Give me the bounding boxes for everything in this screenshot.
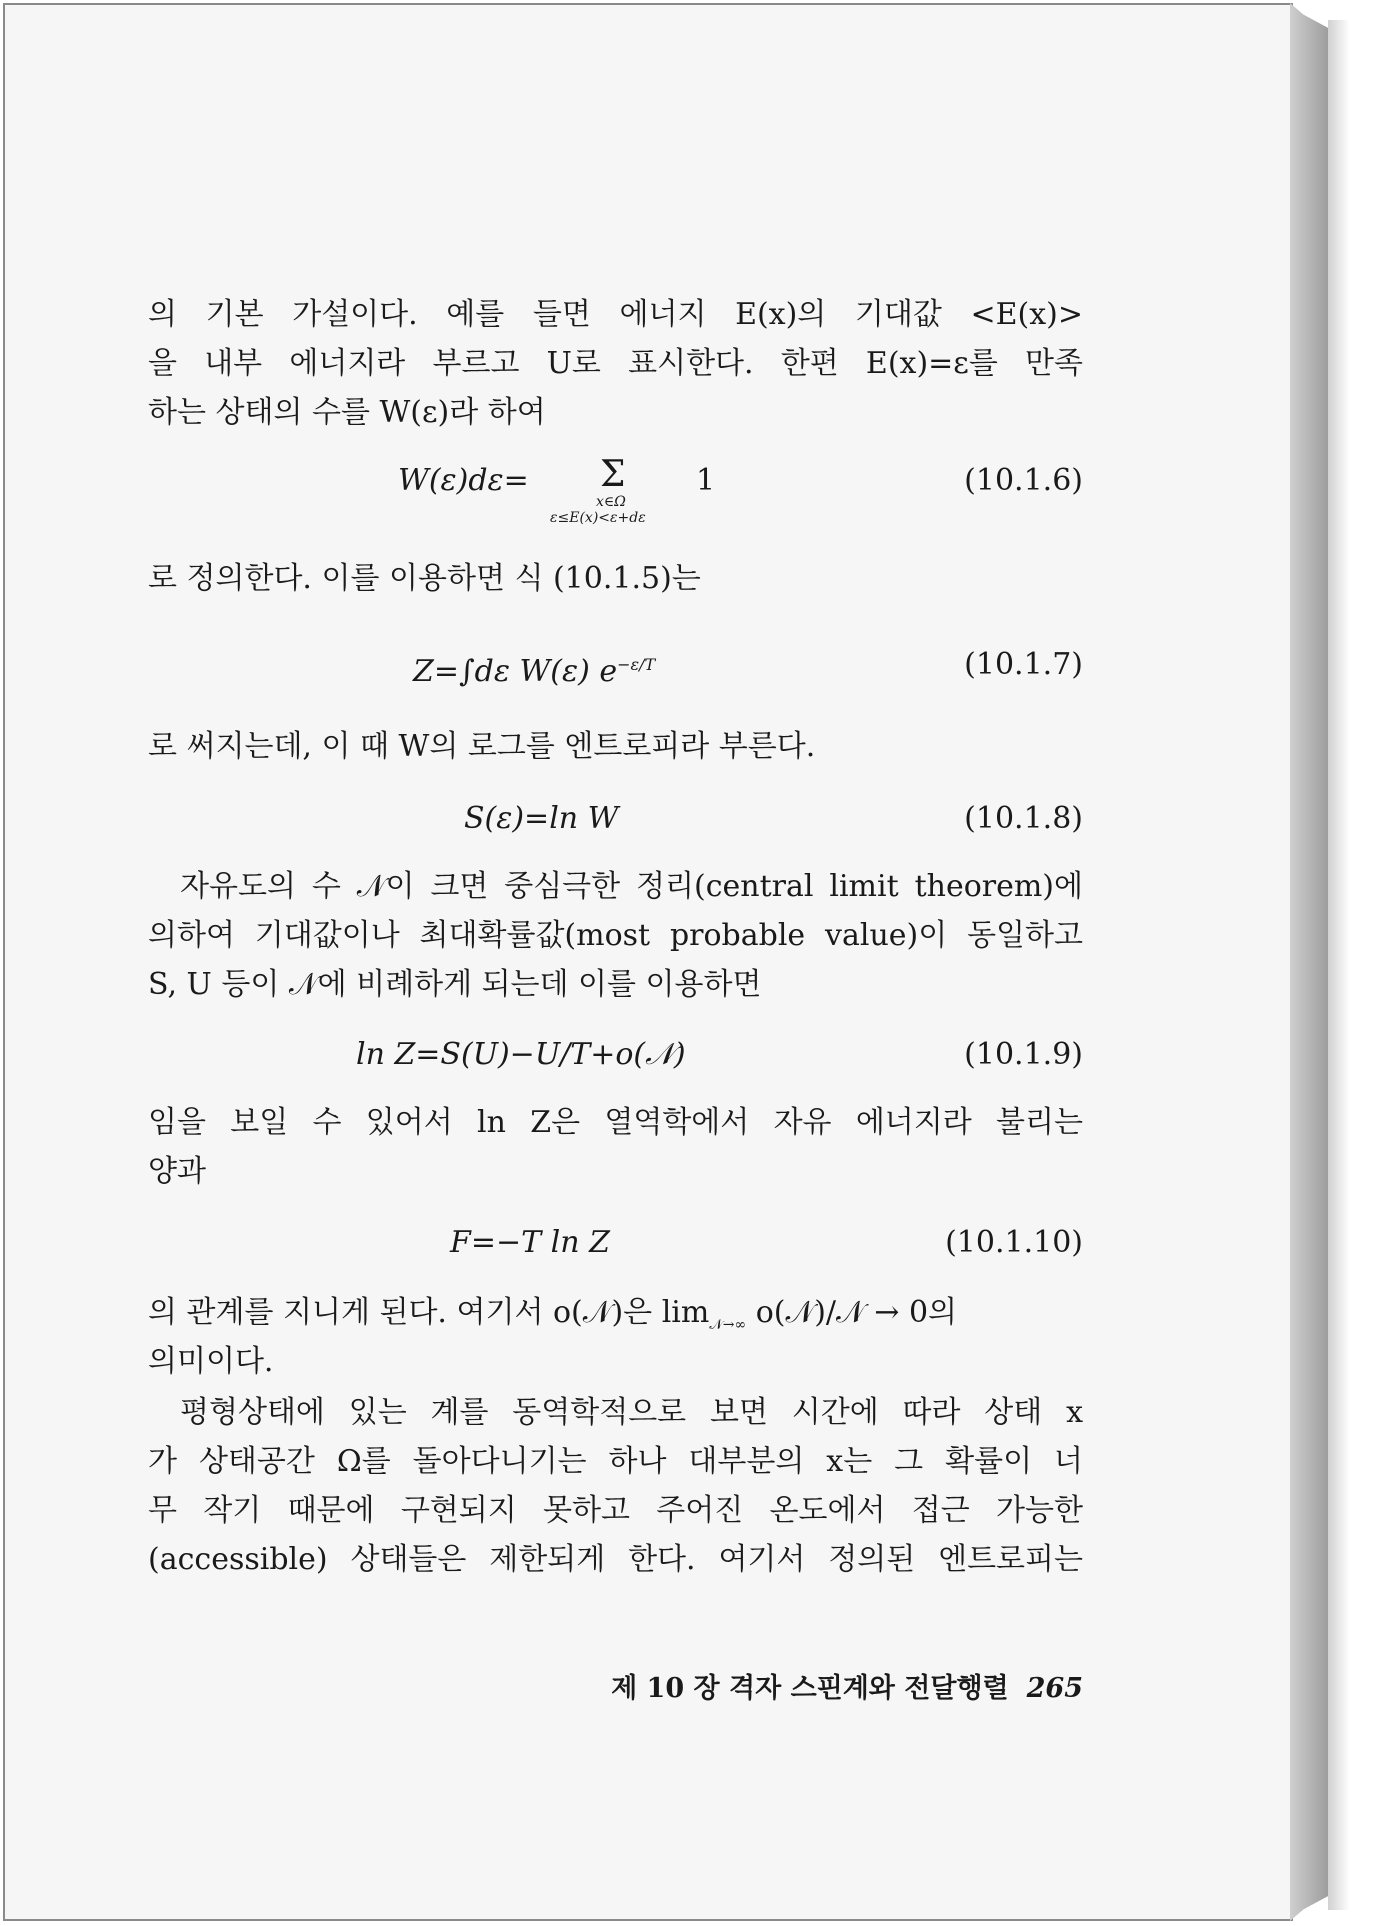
- equation-number: (10.1.10): [945, 1225, 1083, 1260]
- text-segment: o(𝒩)/𝒩 → 0의: [746, 1295, 958, 1330]
- equation-exponent: −ε/T: [617, 655, 656, 674]
- summation-subscript: x∈Ω: [596, 494, 626, 510]
- equation-number: (10.1.9): [964, 1037, 1083, 1072]
- equation-number: (10.1.8): [964, 801, 1083, 836]
- equation-number: (10.1.6): [964, 463, 1083, 498]
- text-line: 무 작기 때문에 구현되지 못하고 주어진 온도에서 접근 가능한: [148, 1493, 1083, 1528]
- summation-symbol: Σ: [600, 454, 626, 495]
- text-segment: 의 관계를 지니게 된다. 여기서 o(𝒩)은 lim: [148, 1295, 710, 1330]
- text-line: 임을 보일 수 있어서 ln Z은 열역학에서 자유 에너지라 불리는: [148, 1105, 1083, 1140]
- text-line: 의 기본 가설이다. 예를 들면 에너지 E(x)의 기대값 <E(x)>: [148, 297, 1083, 332]
- text-line: 평형상태에 있는 계를 동역학적으로 보면 시간에 따라 상태 x: [180, 1395, 1083, 1430]
- page-number: 265: [1026, 1673, 1083, 1704]
- equation-expression: S(ε)=ln W: [464, 801, 619, 836]
- page-footer: [600, 1672, 1083, 1706]
- equation-body: Z=∫dε W(ε) e: [413, 654, 618, 689]
- text-line: [148, 1294, 1083, 1344]
- equation-rhs: 1: [696, 463, 716, 498]
- page-edge: [1290, 3, 1328, 1921]
- text-line: 의미이다.: [148, 1344, 274, 1379]
- equation-number: (10.1.7): [964, 647, 1083, 682]
- text-line: 자유도의 수 𝒩이 크면 중심극한 정리(central limit theorem)에: [180, 869, 1083, 904]
- text-line: 로 정의한다. 이를 이용하면 식 (10.1.5)는: [148, 561, 701, 596]
- text-line: 로 써지는데, 이 때 W의 로그를 엔트로피라 부른다.: [148, 729, 816, 764]
- equation-10-1-9: [148, 1036, 1083, 1096]
- equation-expression: [413, 646, 655, 691]
- book-page: [3, 3, 1293, 1921]
- text-line: 양과: [148, 1154, 206, 1189]
- page-shadow: [1328, 20, 1350, 1910]
- equation-expression: F=−T ln Z: [450, 1225, 610, 1260]
- limit-subscript: 𝒩→∞: [709, 1317, 747, 1333]
- text-line: 가 상태공간 Ω를 돌아다니기는 하나 대부분의 x는 그 확률이 너: [148, 1444, 1083, 1479]
- equation-expression: ln Z=S(U)−U/T+o(𝒩): [356, 1037, 686, 1072]
- equation-lhs: W(ε)dε=: [398, 463, 529, 498]
- text-line: 을 내부 에너지라 부르고 U로 표시한다. 한편 E(x)=ε를 만족: [148, 346, 1083, 381]
- equation-10-1-6: [148, 454, 1083, 532]
- text-line: (accessible) 상태들은 제한되게 한다. 여기서 정의된 엔트로피는: [148, 1542, 1083, 1577]
- equation-10-1-8: [148, 800, 1083, 860]
- equation-10-1-7: [148, 646, 1083, 706]
- equation-10-1-10: [148, 1224, 1083, 1284]
- summation-subscript: ε≤E(x)<ε+dε: [550, 510, 646, 526]
- text-line: 의하여 기대값이나 최대확률값(most probable value)이 동일하고: [148, 918, 1083, 953]
- text-line: 하는 상태의 수를 W(ε)라 하여: [148, 395, 546, 430]
- chapter-title: 제 10 장 격자 스핀계와 전달행렬: [611, 1673, 1009, 1704]
- text-line: S, U 등이 𝒩에 비례하게 되는데 이를 이용하면: [148, 967, 762, 1002]
